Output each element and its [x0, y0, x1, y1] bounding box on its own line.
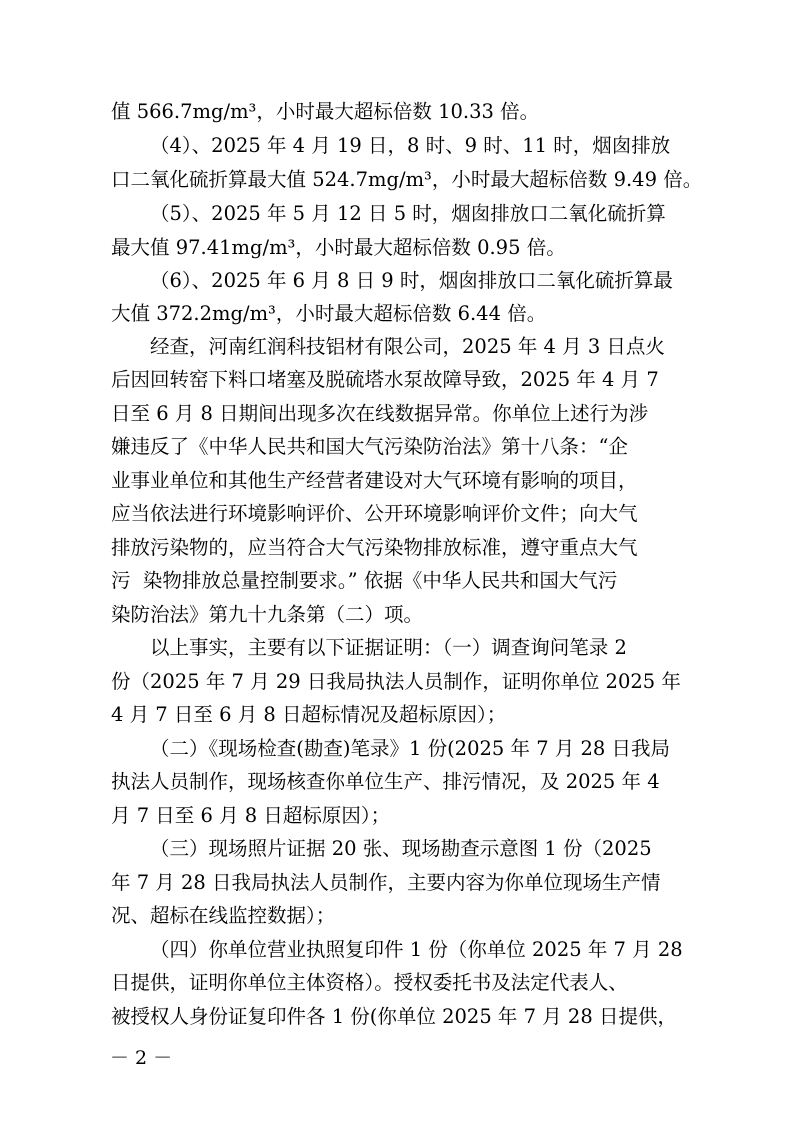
text-line: 最大值 97.41mg/m³，小时最大超标倍数 0.95 倍。: [111, 236, 566, 259]
text-line: 执法人员制作，现场核查你单位生产、排污情况，及 2025 年 4: [111, 770, 660, 793]
text-line: 以上事实，主要有以下证据证明：（一）调查询问笔录 2: [150, 636, 627, 659]
text-line: （四）你单位营业执照复印件 1 份（你单位 2025 年 7 月 28: [150, 938, 683, 961]
text-line: 染防治法》第九十九条第（二）项。: [111, 603, 424, 626]
text-line: 况、超标在线监控数据）；: [111, 904, 336, 927]
text-line: 日提供，证明你单位主体资格）。授权委托书及法定代表人、: [111, 971, 628, 994]
text-line: 业事业单位和其他生产经营者建设对大气环境有影响的项目，: [111, 469, 638, 492]
text-line: 大值 372.2mg/m³，小时最大超标倍数 6.44 倍。: [111, 302, 547, 325]
text-line: 口二氧化硫折算最大值 524.7mg/m³，小时最大超标倍数 9.49 倍。: [111, 168, 703, 191]
text-line: 嫌违反了《中华人民共和国大气污染防治法》第十八条：“企: [111, 435, 628, 458]
text-line: 污 染物排放总量控制要求。” 依据《中华人民共和国大气污: [111, 569, 618, 592]
text-line: 排放污染物的，应当符合大气污染物排放标准，遵守重点大气: [111, 536, 638, 559]
text-line: 日至 6 月 8 日期间出现多次在线数据异常。你单位上述行为涉: [111, 402, 649, 425]
text-line: 4 月 7 日至 6 月 8 日超标情况及超标原因）；: [111, 703, 507, 726]
text-line: 经查，河南红润科技铝材有限公司，2025 年 4 月 3 日点火: [150, 335, 665, 358]
text-line: （5）、2025 年 5 月 12 日 5 时，烟囱排放口二氧化硫折算: [150, 202, 666, 225]
text-line: 份（2025 年 7 月 29 日我局执法人员制作，证明你单位 2025 年: [111, 670, 681, 693]
text-line: 被授权人身份证复印件各 1 份(你单位 2025 年 7 月 28 日提供，: [111, 1005, 677, 1028]
text-line: 值 566.7mg/m³，小时最大超标倍数 10.33 倍。: [111, 100, 540, 123]
text-line: （二）《现场检查(勘查)笔录》1 份(2025 年 7 月 28 日我局: [150, 737, 671, 760]
text-line: 应当依法进行环境影响评价、公开环境影响评价文件；向大气: [111, 502, 638, 525]
text-line: 月 7 日至 6 月 8 日超标原因）；: [111, 804, 391, 827]
text-line: （三）现场照片证据 20 张、现场勘查示意图 1 份（2025: [150, 837, 652, 860]
text-line: （4）、2025 年 4 月 19 日，8 时、9 时、11 时，烟囱排放: [150, 134, 671, 157]
text-line: 年 7 月 28 日我局执法人员制作，主要内容为你单位现场生产情: [111, 871, 661, 894]
page-number: － 2 －: [110, 1047, 173, 1069]
text-line: （6）、2025 年 6 月 8 日 9 时，烟囱排放口二氧化硫折算最: [150, 269, 673, 292]
text-line: 后因回转窑下料口堵塞及脱硫塔水泵故障导致，2025 年 4 月 7: [111, 368, 659, 391]
